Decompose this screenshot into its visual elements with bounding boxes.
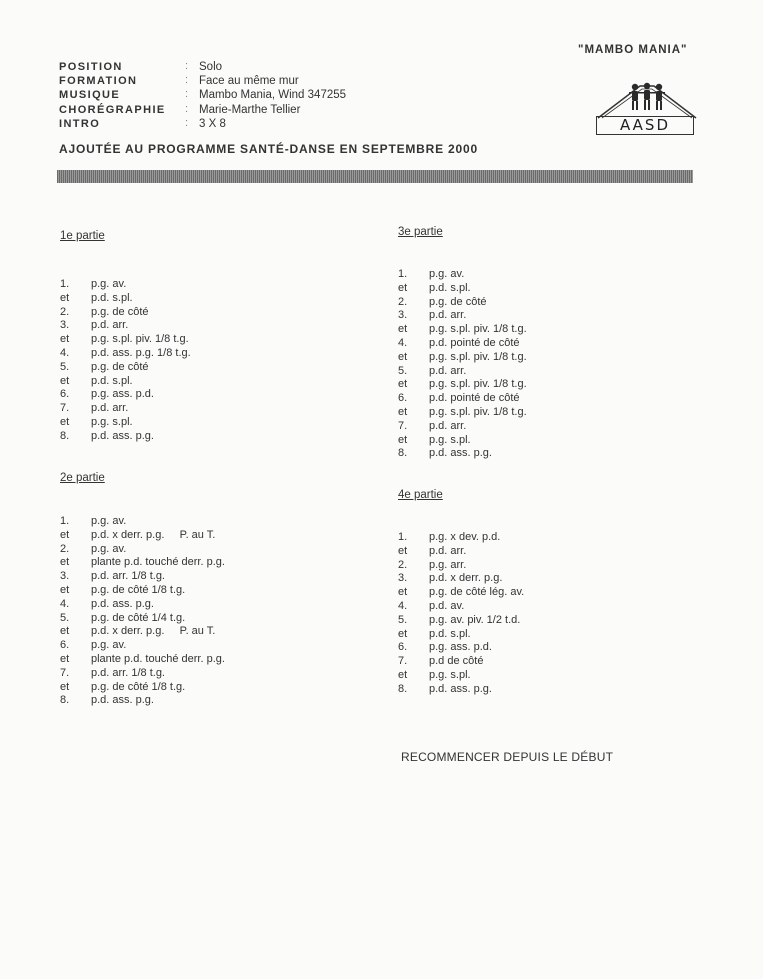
meta-label: FORMATION (59, 75, 138, 88)
meta-colon: : (185, 60, 189, 72)
step-text: p.g. de côté 1/4 t.g. (91, 611, 186, 624)
step-count: et (60, 374, 70, 387)
step-text: p.g. s.pl. piv. 1/8 t.g. (429, 323, 527, 336)
step-text: p.d. ass. p.g. (91, 597, 154, 610)
step-count: et (398, 281, 408, 294)
step-text: p.g. de côté 1/8 t.g. (91, 680, 186, 693)
meta-value: Marie-Marthe Tellier (199, 103, 301, 116)
aasd-logo (592, 78, 702, 140)
step-text: p.d. s.pl. (429, 627, 471, 640)
step-count: 8. (60, 429, 70, 442)
step-count: et (398, 668, 408, 681)
step-count: et (398, 350, 408, 363)
step-text: p.d. av. (429, 599, 465, 612)
step-count: et (60, 583, 70, 596)
step-text: p.g. ass. p.d. (91, 388, 154, 401)
step-text: p.g. av. (91, 542, 127, 555)
step-count: et (398, 378, 408, 391)
step-count: et (398, 405, 408, 418)
step-text: p.d. ass. p.g. 1/8 t.g. (91, 346, 191, 359)
step-text: p.g. s.pl. (429, 668, 471, 681)
program-announcement: AJOUTÉE AU PROGRAMME SANTÉ-DANSE EN SEPTEMBRE 2000 (59, 142, 478, 156)
step-text: p.d. s.pl. (429, 281, 471, 294)
step-text: p.g. av. (91, 515, 127, 527)
step-text: p.g. de côté (91, 305, 149, 318)
section-title: 3e partie (398, 226, 443, 238)
step-count: 2. (60, 542, 70, 555)
step-text: p.d. ass. p.g. (91, 694, 154, 707)
section-title: 4e partie (398, 489, 443, 501)
step-count: 4. (398, 336, 408, 349)
meta-label: POSITION (59, 61, 123, 73)
step-count: 5. (60, 360, 70, 373)
step-count: 5. (398, 613, 408, 626)
shaded-divider (57, 170, 693, 183)
step-count: 3. (398, 572, 408, 585)
step-count: et (398, 544, 408, 557)
step-count: 5. (398, 364, 408, 377)
step-count: 7. (398, 655, 408, 668)
step-count: et (60, 415, 70, 428)
step-text: p.d. s.pl. (91, 374, 133, 387)
step-count: et (60, 333, 70, 346)
step-text: p.g. ass. p.d. (429, 641, 492, 654)
step-count: 1. (398, 268, 408, 280)
step-text: plante p.d. touché derr. p.g. (91, 556, 225, 569)
step-count: 6. (60, 639, 70, 652)
step-count: 8. (398, 447, 408, 460)
step-text: p.g. s.pl. piv. 1/8 t.g. (429, 405, 527, 418)
step-text: p.d. arr. (429, 364, 467, 377)
step-count: 1. (60, 515, 70, 527)
step-count: 3. (398, 309, 408, 322)
step-count: 6. (60, 388, 70, 401)
step-count: 8. (398, 682, 408, 695)
step-count: 2. (398, 558, 408, 571)
step-count: et (60, 680, 70, 693)
section-title: 2e partie (60, 472, 105, 484)
step-count: et (398, 433, 408, 446)
meta-value: Face au même mur (199, 75, 299, 88)
step-text: p.g. av. (429, 268, 465, 280)
step-count: et (398, 586, 408, 599)
step-text: p.d. ass. p.g. (429, 682, 492, 695)
step-text: p.g. de côté lég. av. (429, 586, 525, 599)
document-title: "MAMBO MANIA" (578, 44, 688, 56)
restart-note: RECOMMENCER DEPUIS LE DÉBUT (401, 750, 614, 764)
step-count: 4. (60, 597, 70, 610)
step-text: p.d. arr. (429, 419, 467, 432)
step-text: p.g. av. (91, 278, 127, 290)
step-text: p.g. s.pl. piv. 1/8 t.g. (91, 333, 189, 346)
dancers-roof-icon (592, 78, 702, 120)
step-count: et (60, 625, 70, 638)
meta-colon: : (185, 74, 189, 87)
step-text: p.d. arr. 1/8 t.g. (91, 666, 165, 679)
step-count: 2. (60, 305, 70, 318)
step-text: p.g. s.pl. (429, 433, 471, 446)
step-count: 6. (398, 641, 408, 654)
step-count: 6. (398, 392, 408, 405)
meta-colon: : (185, 88, 189, 101)
meta-label: INTRO (59, 117, 101, 130)
step-text: p.d. arr. (429, 544, 467, 557)
step-count: 4. (60, 346, 70, 359)
logo-text: AASD (596, 116, 694, 135)
section-title: 1e partie (60, 230, 105, 242)
step-count: et (60, 652, 70, 665)
step-count: 5. (60, 611, 70, 624)
step-text: p.d. pointé de côté (429, 392, 520, 405)
step-text: p.d. arr. (91, 402, 129, 415)
step-text: p.g. x dev. p.d. (429, 531, 501, 543)
step-count: 7. (60, 402, 70, 415)
step-text: p.g. de côté (91, 360, 149, 373)
step-text: p.g. s.pl. piv. 1/8 t.g. (429, 378, 527, 391)
step-text: p.d. ass. p.g. (91, 429, 154, 442)
step-count: 4. (398, 599, 408, 612)
step-text: p.d. arr. (429, 309, 467, 322)
step-text: p.d. arr. 1/8 t.g. (91, 570, 165, 583)
step-text: p.d. x derr. p.g. (429, 572, 503, 585)
step-text: p.d. arr. (91, 319, 129, 332)
step-count: et (60, 291, 70, 304)
step-text: p.d. x derr. p.g. P. au T. (91, 625, 216, 638)
meta-colon: : (185, 102, 189, 115)
step-count: 8. (60, 694, 70, 707)
step-count: 2. (398, 295, 408, 308)
step-text: plante p.d. touché derr. p.g. (91, 652, 225, 665)
step-text: p.g. s.pl. piv. 1/8 t.g. (429, 350, 527, 363)
meta-label: CHORÉGRAPHIE (59, 103, 166, 116)
step-text: p.g. av. piv. 1/2 t.d. (429, 613, 521, 626)
step-count: et (398, 627, 408, 640)
step-count: et (398, 323, 408, 336)
step-count: 7. (398, 419, 408, 432)
step-count: et (60, 556, 70, 569)
meta-value: Solo (199, 61, 223, 73)
step-count: 3. (60, 570, 70, 583)
step-count: 1. (398, 531, 408, 543)
step-text: p.d. pointé de côté (429, 336, 520, 349)
step-text: p.d de côté (429, 655, 484, 668)
step-text: p.d. s.pl. (91, 291, 133, 304)
meta-colon: : (185, 116, 189, 129)
meta-value: Mambo Mania, Wind 347255 (199, 89, 347, 102)
step-text: p.d. x derr. p.g. P. au T. (91, 528, 216, 541)
step-count: 1. (60, 278, 70, 290)
meta-label: MUSIQUE (59, 89, 121, 102)
meta-value: 3 X 8 (199, 117, 226, 130)
step-count: et (60, 528, 70, 541)
step-text: p.g. de côté 1/8 t.g. (91, 583, 186, 596)
step-text: p.d. ass. p.g. (429, 447, 492, 460)
step-count: 7. (60, 666, 70, 679)
step-text: p.g. av. (91, 639, 127, 652)
step-text: p.g. arr. (429, 558, 467, 571)
step-text: p.g. s.pl. (91, 415, 133, 428)
step-text: p.g. de côté (429, 295, 487, 308)
step-count: 3. (60, 319, 70, 332)
